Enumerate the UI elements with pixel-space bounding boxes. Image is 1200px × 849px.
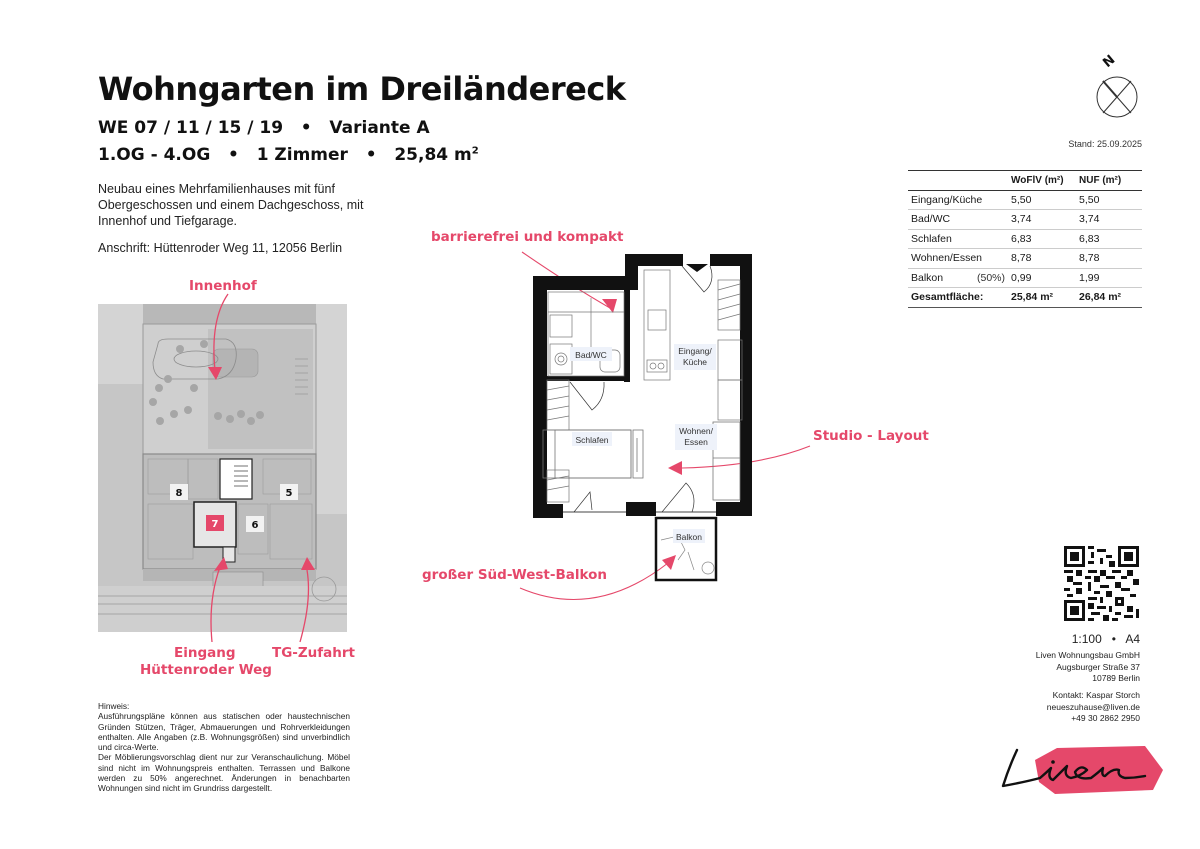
eingang-label: Eingang [174, 645, 236, 661]
percent-note: (50%) [976, 271, 1005, 284]
unit-5-label: 5 [285, 488, 293, 499]
unit-8-label: 8 [175, 488, 183, 499]
wofl-value: 0,99 [1011, 271, 1032, 284]
room-kueche-label: Küche [682, 357, 708, 367]
wofl-value: 6,83 [1011, 232, 1032, 245]
contact-email[interactable]: neueszuhause@liven.de [1046, 701, 1140, 712]
total-wofl: 25,84 m² [1011, 291, 1054, 304]
room-name: Wohnen/Essen [911, 252, 983, 265]
bullet: • [365, 145, 377, 165]
project-address: Anschrift: Hüttenroder Weg 11, 12056 Berlin [98, 241, 343, 255]
room-name: Schlafen [911, 232, 952, 245]
table-row [908, 249, 1142, 269]
hint-heading: Hinweis: [98, 701, 130, 711]
hint-paragraph: Der Möblierungsvorschlag dient nur zur Veranschaulichung. Möbel sind nicht im Wohnungspreis enthalten. Terrassen und Balkone werden zu 50% angerechnet. Änderungen in benachbarten Wohnungen sind nicht im Grundriss dargestellt. [98, 752, 350, 794]
north-label: N [1100, 52, 1119, 71]
room-essen-label: Essen [684, 437, 708, 447]
room-count: 1 Zimmer [256, 145, 348, 165]
table-row [908, 210, 1142, 230]
nuf-value: 5,50 [1079, 193, 1100, 206]
nuf-value: 1,99 [1079, 271, 1100, 284]
legal-hint [98, 701, 350, 794]
bullet: • [228, 145, 239, 165]
barrierefrei-arrow-icon [602, 299, 617, 313]
stand-date: Stand: 25.09.2025 [1068, 139, 1142, 149]
nuf-value: 8,78 [1079, 252, 1100, 265]
company-name: Liven Wohnungsbau GmbH [1035, 650, 1140, 660]
barrierefrei-annotation: barrierefrei und kompakt [431, 229, 624, 245]
total-label: Gesamtfläche: [911, 291, 984, 304]
entrance-marker-icon [686, 264, 708, 272]
unit-7-label: 7 [211, 519, 219, 530]
room-wohnen-label: Wohnen/ [679, 426, 713, 436]
room-name-text: Balkon [911, 271, 944, 284]
room-eingang-label: Eingang/ [678, 346, 712, 356]
balkon-arrow-icon [662, 555, 676, 570]
table-row [908, 190, 1142, 210]
header-wofl: WoFlV (m²) [1011, 174, 1064, 186]
project-title: Wohngarten im Dreiländereck [98, 70, 626, 108]
site-plan-arrows [90, 280, 370, 670]
compass-icon [1093, 50, 1141, 120]
project-description: Neubau eines Mehrfamilienhauses mit fünf Obergeschossen und einem Dachgeschoss, mit Innenhof und Tiefgarage. [98, 182, 364, 228]
wofl-value: 3,74 [1011, 213, 1032, 226]
company-street: Augsburger Straße 37 [1056, 661, 1140, 672]
wofl-value: 5,50 [1011, 193, 1032, 206]
room-name [908, 268, 1008, 288]
table-total-row [908, 288, 1142, 308]
studio-arrow-icon [668, 461, 682, 475]
nuf-value: 6,83 [1079, 232, 1100, 245]
qr-code[interactable] [1064, 546, 1139, 621]
hint-paragraph: Ausführungspläne können aus statischen oder haustechnischen Gründen Stützen, Träger, Abmauerungen und Rohrverkleidungen enthalten. Alle Angaben (z.B. Wohnungsgrößen) sind unverbindlich und circa-Werte. [98, 711, 350, 753]
floor-plan [410, 240, 930, 620]
company-info [1000, 650, 1140, 685]
room-name: Eingang/Küche [911, 193, 983, 206]
innenhof-label: Innenhof [189, 278, 257, 294]
floors: 1.OG - 4.OG [98, 145, 211, 165]
balkon-annotation: großer Süd-West-Balkon [422, 567, 607, 583]
eingang-street-label: Hüttenroder Weg [140, 662, 272, 678]
wofl-value: 8,78 [1011, 252, 1032, 265]
tg-arrow-icon [301, 557, 315, 570]
area-table [908, 170, 1142, 308]
eingang-arrow-icon [214, 557, 228, 571]
room-balkon-label: Balkon [676, 532, 702, 542]
nuf-value: 3,74 [1079, 213, 1100, 226]
table-row [908, 268, 1142, 288]
unit-summary-line [98, 145, 479, 165]
total-nuf: 26,84 m² [1079, 291, 1122, 304]
total-area: 25,84 m [394, 145, 472, 165]
liven-logo [995, 742, 1170, 802]
unit-variant-line: WE 07 / 11 / 15 / 19 • Variante A [98, 118, 430, 138]
contact-phone[interactable]: +49 30 2862 2950 [1071, 713, 1140, 723]
area-unit-sup: 2 [471, 145, 479, 157]
area-table-header [908, 171, 1142, 191]
contact-info [1000, 690, 1140, 725]
room-name: Bad/WC [911, 213, 951, 226]
unit-6-label: 6 [251, 520, 259, 531]
tg-zufahrt-label: TG-Zufahrt [272, 645, 355, 661]
room-bad-label: Bad/WC [575, 350, 607, 360]
studio-annotation: Studio - Layout [813, 428, 929, 444]
innenhof-arrow-icon [208, 367, 222, 380]
company-city: 10789 Berlin [1092, 673, 1140, 683]
table-row [908, 229, 1142, 249]
room-schlafen-label: Schlafen [575, 435, 609, 445]
scale-paper-size: 1:100 • A4 [1071, 632, 1140, 646]
header-room [908, 171, 1008, 191]
contact-person: Kontakt: Kaspar Storch [1052, 690, 1140, 700]
header-nuf: NUF (m²) [1079, 174, 1122, 186]
